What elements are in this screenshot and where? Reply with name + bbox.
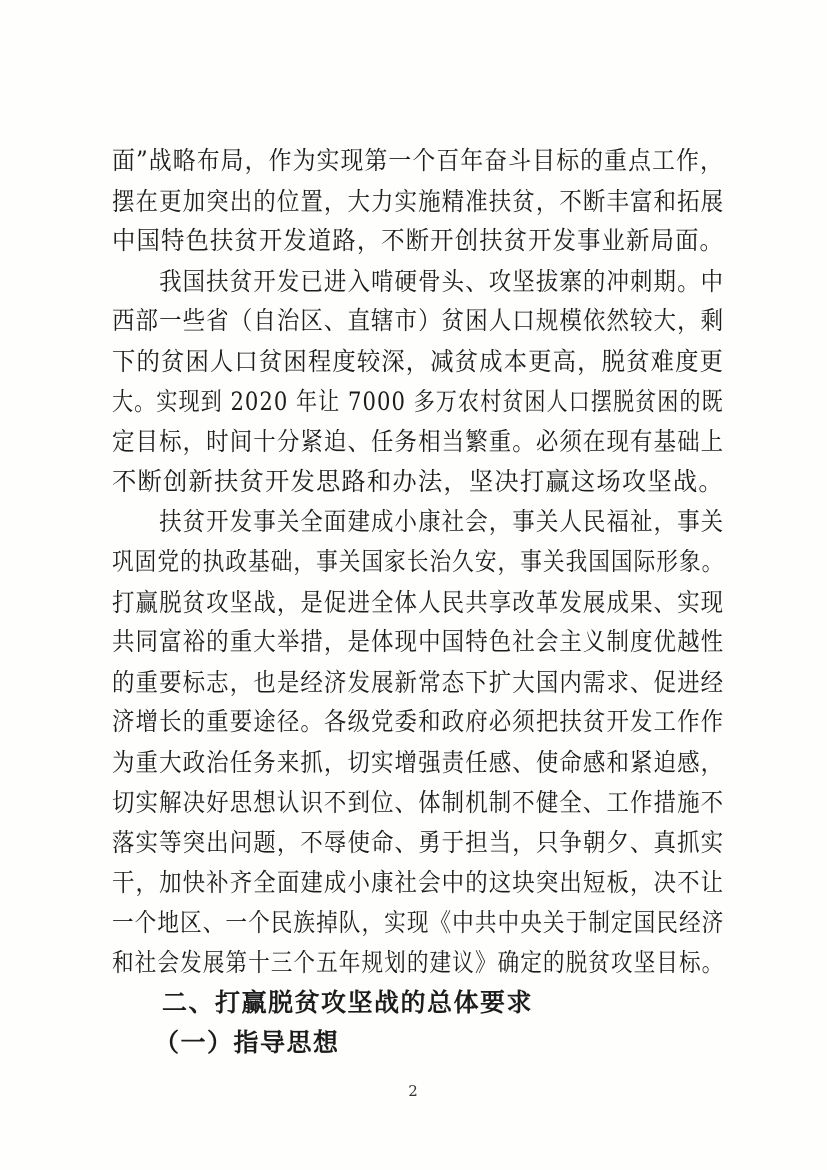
body-text-line: 济增长的重要途径。各级党委和政府必须把扶贫开发工作作 (112, 707, 725, 736)
subsection-heading: （一）指导思想 (154, 1028, 340, 1057)
section-heading: 二、打赢脱贫攻坚战的总体要求 (162, 988, 534, 1017)
body-text-line: 面”战略布局，作为实现第一个百年奋斗目标的重点工作， (112, 146, 724, 175)
body-text-line: 不断创新扶贫开发思路和办法，坚决打赢这场攻坚战。 (112, 467, 724, 496)
body-text-line: 定目标，时间十分紧迫、任务相当繁重。必须在现有基础上 (112, 427, 725, 456)
body-text-line: 干，加快补齐全面建成小康社会中的这块突出短板，决不让 (112, 868, 725, 897)
body-text-line: 一个地区、一个民族掉队，实现《中共中央关于制定国民经济 (112, 908, 725, 937)
body-text-line: 下的贫困人口贫困程度较深，减贫成本更高，脱贫难度更 (112, 347, 725, 376)
body-text-line: 大。实现到 2020 年让 7000 多万农村贫困人口摆脱贫困的既 (112, 387, 724, 416)
body-text-line: 和社会发展第十三个五年规划的建议》确定的脱贫攻坚目标。 (112, 948, 725, 977)
page-number: 2 (408, 1082, 418, 1100)
body-text-line: 摆在更加突出的位置，大力实施精准扶贫，不断丰富和拓展 (112, 187, 725, 216)
body-text-line: 的重要标志，也是经济发展新常态下扩大国内需求、促进经 (112, 668, 725, 697)
body-text-line: 打赢脱贫攻坚战，是促进全体人民共享改革发展成果、实现 (112, 588, 725, 617)
body-text-line: 中国特色扶贫开发道路，不断开创扶贫开发事业新局面。 (112, 226, 725, 255)
body-text-line: 共同富裕的重大举措，是体现中国特色社会主义制度优越性 (112, 627, 725, 656)
body-text-line: 巩固党的执政基础，事关国家长治久安，事关我国国际形象。 (112, 547, 725, 576)
body-text-line: 西部一些省（自治区、直辖市）贫困人口规模依然较大，剩 (112, 306, 725, 335)
body-text-line: 扶贫开发事关全面建成小康社会，事关人民福祉，事关 (112, 507, 725, 536)
body-text-line: 切实解决好思想认识不到位、体制机制不健全、工作措施不 (112, 788, 725, 817)
body-text-line: 落实等突出问题，不辱使命、勇于担当，只争朝夕、真抓实 (112, 828, 725, 857)
body-text-line: 为重大政治任务来抓，切实增强责任感、使命感和紧迫感， (112, 748, 725, 777)
body-text-line: 我国扶贫开发已进入啃硬骨头、攻坚拔寨的冲刺期。中 (112, 267, 725, 296)
